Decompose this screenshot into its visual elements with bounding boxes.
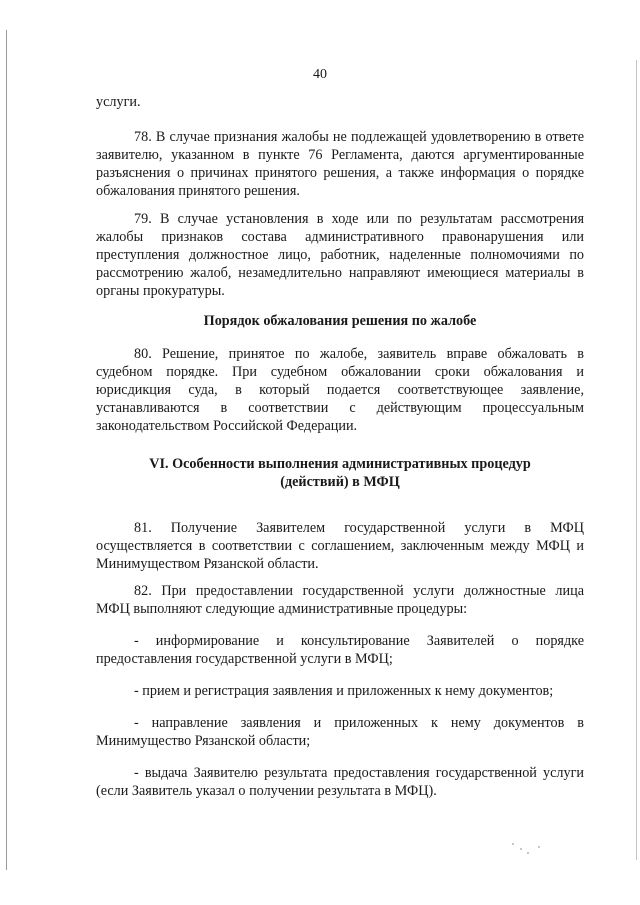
paragraph-continuation: услуги. [96, 94, 141, 110]
scan-speck [538, 846, 540, 848]
paragraph-79: 79. В случае установления в ходе или по результатам рассмотрения жалобы признаков состава административного правонарушения или преступления должностное лицо, работник, наделенные полномочиями по рассмотрению жалоб, незамедлительно направляют имеющиеся материалы в органы прокуратуры. [96, 211, 584, 299]
section-heading-line-2: (действий) в МФЦ [280, 474, 400, 490]
page-number: 40 [313, 67, 327, 82]
list-item-forwarding: - направление заявления и приложенных к нему документов в Минимущество Рязанской области; [96, 715, 584, 749]
scan-speck [520, 848, 522, 850]
paragraph-81: 81. Получение Заявителем государственной услуги в МФЦ осуществляется в соответствии с соглашением, заключенным между МФЦ и Минимуществом Рязанской области. [96, 520, 584, 572]
scan-edge-right [636, 60, 637, 860]
section-heading [96, 455, 584, 491]
paragraph-82: 82. При предоставлении государственной услуги должностные лица МФЦ выполняют следующие административные процедуры: [96, 583, 584, 617]
section-heading-line-1: VI. Особенности выполнения административных процедур [149, 456, 531, 472]
scan-edge-left [6, 30, 7, 870]
scan-speck [512, 843, 514, 845]
paragraph-80: 80. Решение, принятое по жалобе, заявитель вправе обжаловать в судебном порядке. При судебном обжаловании сроки обжалования и юрисдикция суда, в который подается соответствующее заявление, устанавливаются в соответствии с действующим процессуальным законодательством Российской Федерации. [96, 346, 584, 434]
heading-appeal-procedure: Порядок обжалования решения по жалобе [203, 313, 477, 329]
scan-speck [527, 852, 529, 854]
list-item-reception: - прием и регистрация заявления и приложенных к нему документов; [134, 683, 554, 699]
paragraph-78: 78. В случае признания жалобы не подлежащей удовлетворению в ответе заявителю, указанном в пункте 76 Регламента, даются аргументированные разъяснения о причинах принятого решения, а также информация о порядке обжалования принятого решения. [96, 129, 584, 199]
list-item-informing: - информирование и консультирование Заявителей о порядке предоставления государственной услуги в МФЦ; [96, 633, 584, 667]
list-item-issuance: - выдача Заявителю результата предоставления государственной услуги (если Заявитель указал о получении результата в МФЦ). [96, 765, 584, 799]
